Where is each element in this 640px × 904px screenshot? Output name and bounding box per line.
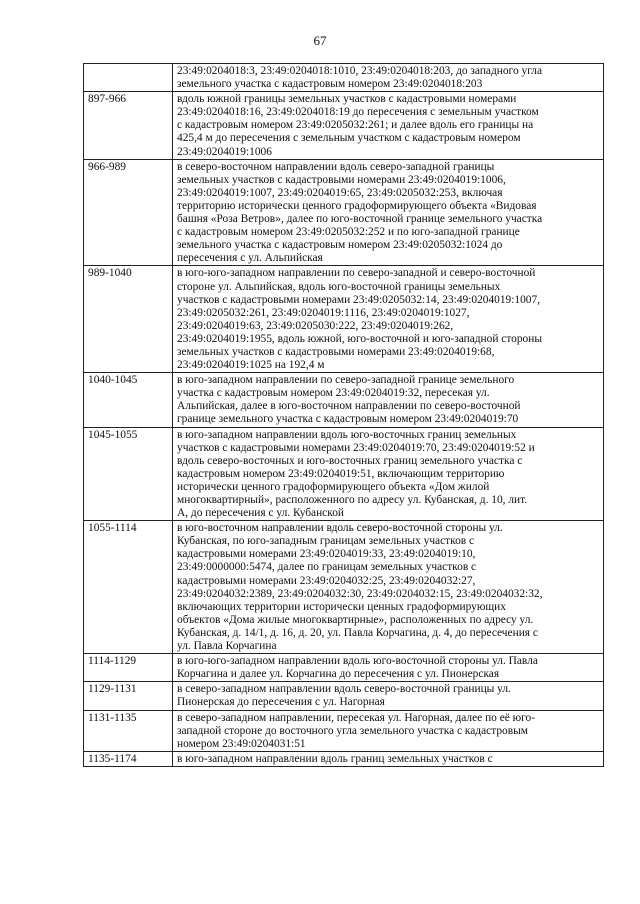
description-line: включающих территории исторически ценных градоформирующих <box>177 600 506 613</box>
table-row <box>84 159 604 266</box>
description-line: в северо-восточном направлении вдоль северо-западной границы <box>177 160 495 173</box>
description-line: в юго-юго-западном направлении по северо-западной и северо-восточной <box>177 267 536 280</box>
page-number: 67 <box>313 33 327 48</box>
description-line: исторически ценного градоформирующего объекта «Дом жилой <box>177 480 490 493</box>
description-line: 23:49:0205032:261, 23:49:0204019:1116, 23:49:0204019:1027, <box>177 306 470 319</box>
description-line: вдоль северо-восточных и юго-восточных границ земельного участка с <box>177 454 523 467</box>
description-line: в юго-западном направлении по северо-западной границе земельного <box>177 374 515 387</box>
description-line: с кадастровым номером 23:49:0205032:252 и по юго-западной границе <box>177 226 520 239</box>
description-line: пересечения с ул. Альпийская <box>177 252 323 265</box>
description-line: А, до пересечения с ул. Кубанской <box>177 507 344 520</box>
description-line: Кубанская, д. 14/1, д. 16, д. 20, ул. Павла Корчагина, д. 4, до пересечения с <box>177 626 538 639</box>
segment-description-cell <box>173 710 604 751</box>
table-row <box>84 751 604 766</box>
description-line: в северо-западном направлении вдоль северо-восточной границы ул. <box>177 683 511 696</box>
segment-range-cell: 1055-1114 <box>84 521 173 654</box>
segment-description-cell <box>173 373 604 427</box>
table-row <box>84 373 604 427</box>
description-line: ул. Павла Корчагина <box>177 640 277 653</box>
segment-description-cell <box>173 266 604 373</box>
description-line: земельных участков с кадастровыми номерами 23:49:0204019:1006, <box>177 173 506 186</box>
description-line: башня «Роза Ветров», далее по юго-восточной границе земельного участка <box>177 213 543 226</box>
description-line: 23:49:0204019:63, 23:49:0205030:222, 23:49:0204019:262, <box>177 319 454 332</box>
description-line: 23:49:0204019:1025 на 192,4 м <box>177 359 325 372</box>
segment-range-cell: 1131-1135 <box>84 710 173 751</box>
segment-range-cell: 1129-1131 <box>84 682 173 710</box>
segment-range-cell: 989-1040 <box>84 266 173 373</box>
table-row <box>84 427 604 521</box>
segment-description-cell <box>173 159 604 266</box>
description-line: Пионерская до пересечения с ул. Нагорная <box>177 696 385 709</box>
description-line: Кубанская, по юго-западным границам земельных участков с <box>177 535 475 548</box>
description-line: многоквартирный», расположенного по адресу ул. Кубанская, д. 10, лит. <box>177 494 528 506</box>
segment-description-cell <box>173 654 604 682</box>
description-line: 23:49:0204019:1006 <box>177 145 272 158</box>
description-line: с кадастровым номером 23:49:0205032:261; и далее вдоль его границы на <box>177 119 534 132</box>
description-line: Корчагина и далее ул. Корчагина до пересечения с ул. Пионерская <box>177 668 500 681</box>
description-line: участков с кадастровыми номерами 23:49:0205032:14, 23:49:0204019:1007, <box>177 293 541 306</box>
description-line: земельных участков с кадастровыми номерами 23:49:0204019:68, <box>177 345 495 358</box>
description-line: 425,4 м до пересечения с земельным участком с кадастровым номером <box>177 132 521 145</box>
description-line: в северо-западном направлении, пересекая ул. Нагорная, далее по её юго- <box>177 711 536 724</box>
description-line: кадастровыми номерами 23:49:0204032:25, 23:49:0204032:27, <box>177 574 476 587</box>
table-body <box>84 64 604 767</box>
description-line: западной стороне до восточного угла земельного участка с кадастровым <box>177 724 528 737</box>
description-line: территорию исторически ценного градоформирующего объекта «Видовая <box>177 199 537 212</box>
table-row <box>84 521 604 654</box>
description-line: в юго-юго-западном направлении вдоль юго-восточной стороны ул. Павла <box>177 655 538 668</box>
segment-range-cell <box>84 64 173 92</box>
description-line: 23:49:0204019:1955, вдоль южной, юго-восточной и юго-западной стороны <box>177 332 543 345</box>
description-line: 23:49:0000000:5474, далее по границам земельных участков с <box>177 561 477 574</box>
segment-description-cell <box>173 521 604 654</box>
segment-description-cell <box>173 751 604 766</box>
description-line: объектов «Дома жилые многоквартирные», расположенных по адресу ул. <box>177 613 534 626</box>
segment-description-cell <box>173 427 604 521</box>
table-row <box>84 64 604 92</box>
description-line: 23:49:0204032:2389, 23:49:0204032:30, 23:49:0204032:15, 23:49:0204032:32, <box>177 587 543 600</box>
description-line: вдоль южной границы земельных участков с кадастровыми номерами <box>177 93 517 106</box>
description-line: кадастровыми номерами 23:49:0204019:33, 23:49:0204019:10, <box>177 548 476 561</box>
description-line: в юго-восточном направлении вдоль северо-восточной стороны ул. <box>177 522 503 535</box>
description-line: Альпийская, далее в юго-восточном направлении по северо-восточной <box>177 400 521 413</box>
segment-range-cell: 1135-1174 <box>84 751 173 766</box>
table-row <box>84 266 604 373</box>
segment-description-cell <box>173 92 604 159</box>
segment-range-cell: 897-966 <box>84 92 173 159</box>
table-row <box>84 92 604 159</box>
description-line: в юго-западном направлении вдоль юго-восточных границ земельных <box>177 428 517 441</box>
description-line: в юго-западном направлении вдоль границ земельных участков с <box>177 752 493 765</box>
segment-range-cell: 1114-1129 <box>84 654 173 682</box>
boundary-table <box>83 63 604 767</box>
description-line: кадастровым номером 23:49:0204019:51, включающим территорию <box>177 467 505 480</box>
segment-description-cell <box>173 682 604 710</box>
description-line: 23:49:0204018:3, 23:49:0204018:1010, 23:49:0204018:203, до западного угла <box>177 65 543 77</box>
table-row <box>84 654 604 682</box>
description-line: участка с кадастровым номером 23:49:0204019:32, пересекая ул. <box>177 387 490 400</box>
description-line: стороне ул. Альпийская, вдоль юго-восточной границы земельных <box>177 280 501 293</box>
segment-range-cell: 1040-1045 <box>84 373 173 427</box>
description-line: 23:49:0204018:16, 23:49:0204018:19 до пересечения с земельным участком <box>177 106 539 119</box>
description-line: 23:49:0204019:1007, 23:49:0204019:65, 23:49:0205032:253, включая <box>177 186 503 199</box>
description-line: участков с кадастровыми номерами 23:49:0204019:70, 23:49:0204019:52 и <box>177 441 535 454</box>
description-line: земельного участка с кадастровым номером 23:49:0204018:203 <box>177 78 483 91</box>
segment-range-cell: 1045-1055 <box>84 427 173 521</box>
table-row <box>84 682 604 710</box>
segment-range-cell: 966-989 <box>84 159 173 266</box>
description-line: границе земельного участка с кадастровым номером 23:49:0204019:70 <box>177 413 519 426</box>
description-line: земельного участка с кадастровым номером 23:49:0205032:1024 до <box>177 239 503 252</box>
table-row <box>84 710 604 751</box>
description-line: номером 23:49:0204031:51 <box>177 737 306 750</box>
segment-description-cell <box>173 64 604 92</box>
